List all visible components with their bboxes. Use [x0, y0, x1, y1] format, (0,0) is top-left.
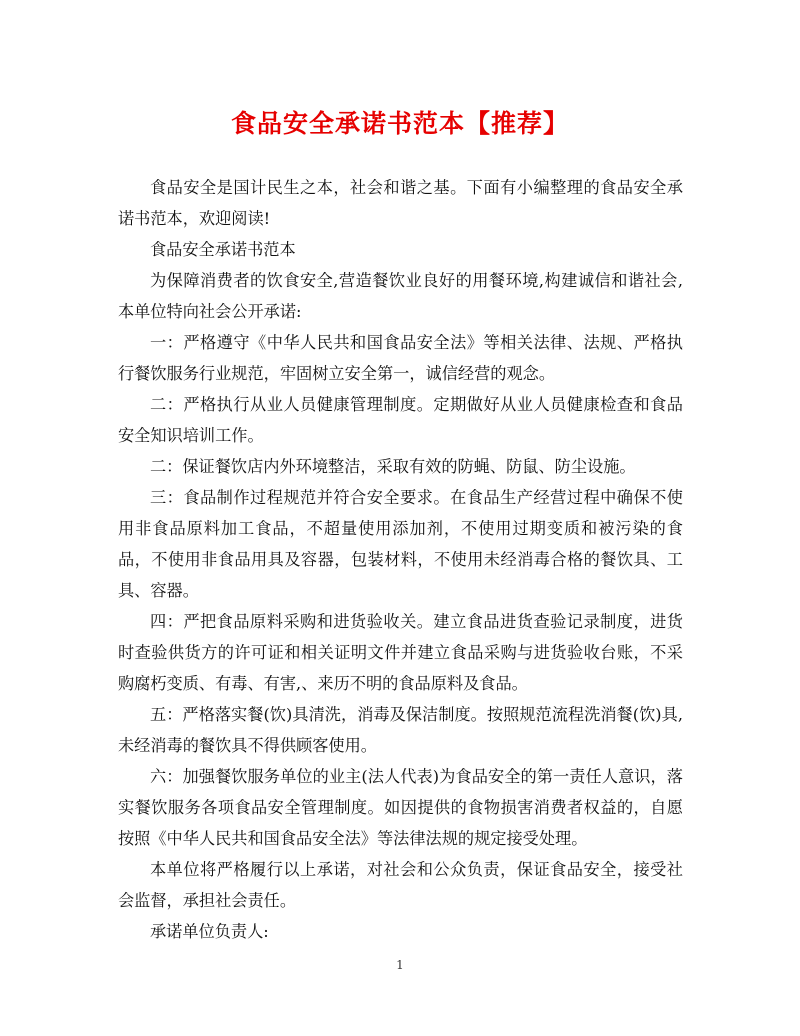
preamble-paragraph: 为保障消费者的饮食安全,营造餐饮业良好的用餐环境,构建诚信和谐社会,本单位特向社会公开承诺:	[118, 271, 683, 321]
commitment-paragraph: 三：食品制作过程规范并符合安全要求。在食品生产经营过程中确保不使用非食品原料加工食品，不超量使用添加剂，不使用过期变质和被污染的食品，不使用非食品用具及容器，包装材料，不使用未经消毒合格的餐饮具、工具、容器。	[118, 488, 683, 600]
commitment-paragraph: 二：保证餐饮店内外环境整洁，采取有效的防蝇、防鼠、防尘设施。	[150, 457, 636, 476]
document-body	[118, 172, 683, 947]
signature-line: 承诺单位负责人:	[150, 922, 269, 941]
document-title: 食品安全承诺书范本【推荐】	[230, 109, 569, 138]
commitment-paragraph: 六：加强餐饮服务单位的业主(法人代表)为食品安全的第一责任人意识，落实餐饮服务各项食品安全管理制度。如因提供的食物损害消费者权益的，自愿按照《中华人民共和国食品安全法》等法律法规的规定接受处理。	[118, 767, 683, 848]
commitment-paragraph: 二：严格执行从业人员健康管理制度。定期做好从业人员健康检查和食品安全知识培训工作。	[118, 395, 683, 445]
page-number: 1	[396, 958, 404, 972]
commitment-paragraph: 一：严格遵守《中华人民共和国食品安全法》等相关法律、法规、严格执行餐饮服务行业规范，牢固树立安全第一，诚信经营的观念。	[118, 333, 683, 383]
intro-paragraph: 食品安全是国计民生之本，社会和谐之基。下面有小编整理的食品安全承诺书范本，欢迎阅读!	[118, 178, 683, 228]
closing-paragraph: 本单位将严格履行以上承诺，对社会和公众负责，保证食品安全，接受社会监督，承担社会责任。	[118, 860, 683, 910]
section-heading: 食品安全承诺书范本	[150, 240, 296, 259]
commitment-paragraph: 五：严格落实餐(饮)具清洗，消毒及保洁制度。按照规范流程洗消餐(饮)具,未经消毒的餐饮具不得供顾客使用。	[118, 705, 683, 755]
commitment-paragraph: 四：严把食品原料采购和进货验收关。建立食品进货查验记录制度，进货时查验供货方的许可证和相关证明文件并建立食品采购与进货验收台账，不采购腐朽变质、有毒、有害,、来历不明的食品原料及食品。	[118, 612, 683, 693]
